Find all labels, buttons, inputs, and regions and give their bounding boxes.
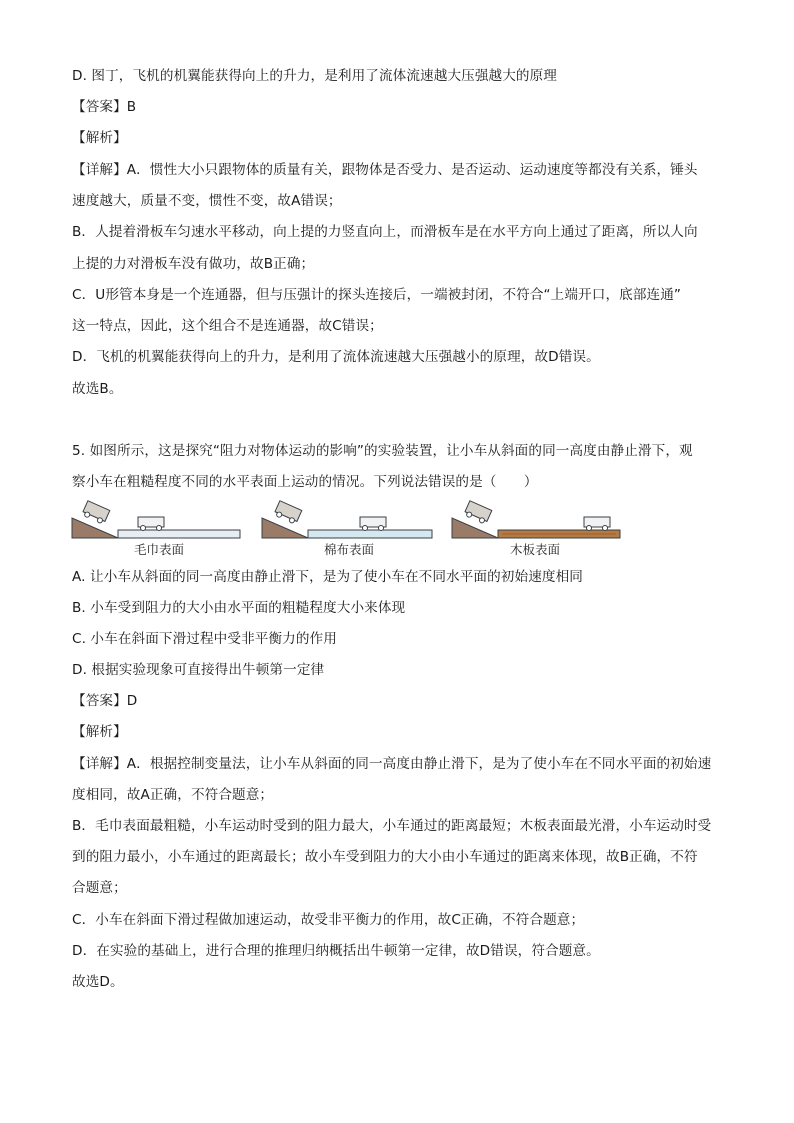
cart-on-ramp-3 — [464, 501, 492, 525]
q4-detail-d: D．飞机的机翼能获得向上的升力，是利用了流体流速越大压强越小的原理，故D错误。 — [72, 349, 600, 365]
q4-conclusion: 故选B。 — [72, 381, 123, 397]
q5-option-b: B. 小车受到阻力的大小由水平面的粗糙程度大小来体现 — [72, 600, 406, 616]
ramp-3 — [452, 518, 498, 538]
wood-setup — [452, 501, 620, 538]
q4-detail-line2: 速度越大，质量不变，惯性不变，故A错误； — [72, 193, 342, 209]
q5-option-c: C. 小车在斜面下滑过程中受非平衡力的作用 — [72, 631, 337, 647]
q4-answer: 【答案】B — [72, 99, 137, 115]
q5-detail-c: C．小车在斜面下滑过程做加速运动，故受非平衡力的作用，故C正确，不符合题意； — [72, 912, 585, 928]
ramp-2 — [262, 518, 308, 538]
q5-option-d: D. 根据实验现象可直接得出牛顿第一定律 — [72, 662, 325, 678]
q5-stem-line1: 5. 如图所示，这是探究“阻力对物体运动的影响”的实验装置，让小车从斜面的同一高度由静止滑下，观 — [72, 443, 693, 459]
q5-detail-a2: 度相同，故A正确，不符合题意； — [72, 787, 274, 803]
cloth-setup — [262, 501, 432, 538]
q5-conclusion: 故选D。 — [72, 974, 124, 990]
q5-detail-b1: B．毛巾表面最粗糙，小车运动时受到的阻力最大，小车通过的距离最短；木板表面最光滑，小车运动时受 — [72, 818, 712, 834]
q4-option-d: D. 图丁，飞机的机翼能获得向上的升力，是利用了流体流速越大压强越大的原理 — [72, 68, 557, 84]
experiment-figure — [70, 500, 630, 562]
towel-surface — [118, 530, 240, 538]
cart-on-wood — [584, 517, 610, 531]
ramp-1 — [72, 518, 118, 538]
cart-on-ramp-1 — [82, 501, 110, 525]
label-towel-surface: 毛巾表面 — [133, 542, 184, 557]
q4-detail-line1: 【详解】A．惯性大小只跟物体的质量有关，跟物体是否受力、是否运动、运动速度等都没有关系，锤头 — [72, 162, 698, 178]
cart-on-towel — [138, 517, 164, 531]
q4-detail-c1: C．U形管本身是一个连通器，但与压强计的探头连接后，一端被封闭，不符合“上端开口，底部连通” — [72, 287, 682, 303]
towel-setup — [72, 501, 240, 538]
cart-on-ramp-2 — [274, 501, 302, 525]
q5-stem-line2: 察小车在粗糙程度不同的水平表面上运动的情况。下列说法错误的是（ ） — [72, 474, 538, 490]
label-wood-surface: 木板表面 — [509, 542, 560, 557]
q5-detail-a1: 【详解】A．根据控制变量法，让小车从斜面的同一高度由静止滑下，是为了使小车在不同水平面的初始速 — [72, 756, 712, 772]
q5-analysis-heading: 【解析】 — [72, 724, 127, 740]
q5-detail-d: D．在实验的基础上，进行合理的推理归纳概括出牛顿第一定律，故D错误，符合题意。 — [72, 943, 600, 959]
q5-detail-b3: 合题意； — [72, 880, 127, 896]
q5-detail-b2: 到的阻力最小，小车通过的距离最长；故小车受到阻力的大小由小车通过的距离来体现，故B正确，不符 — [72, 849, 698, 865]
q5-option-a: A. 让小车从斜面的同一高度由静止滑下，是为了使小车在不同水平面的初始速度相同 — [72, 569, 583, 585]
q4-detail-c2: 这一特点，因此，这个组合不是连通器，故C错误； — [72, 318, 383, 334]
cart-on-cloth — [360, 517, 386, 531]
q5-answer: 【答案】D — [72, 693, 138, 709]
ramp-diagrams — [70, 500, 630, 544]
q4-detail-b1: B．人提着滑板车匀速水平移动，向上提的力竖直向上，而滑板车是在水平方向上通过了距离，所以人向 — [72, 224, 698, 240]
q4-analysis-heading: 【解析】 — [72, 130, 127, 146]
cloth-surface — [308, 530, 432, 538]
label-cloth-surface: 棉布表面 — [323, 542, 374, 557]
q4-detail-b2: 上提的力对滑板车没有做功，故B正确； — [72, 256, 315, 272]
